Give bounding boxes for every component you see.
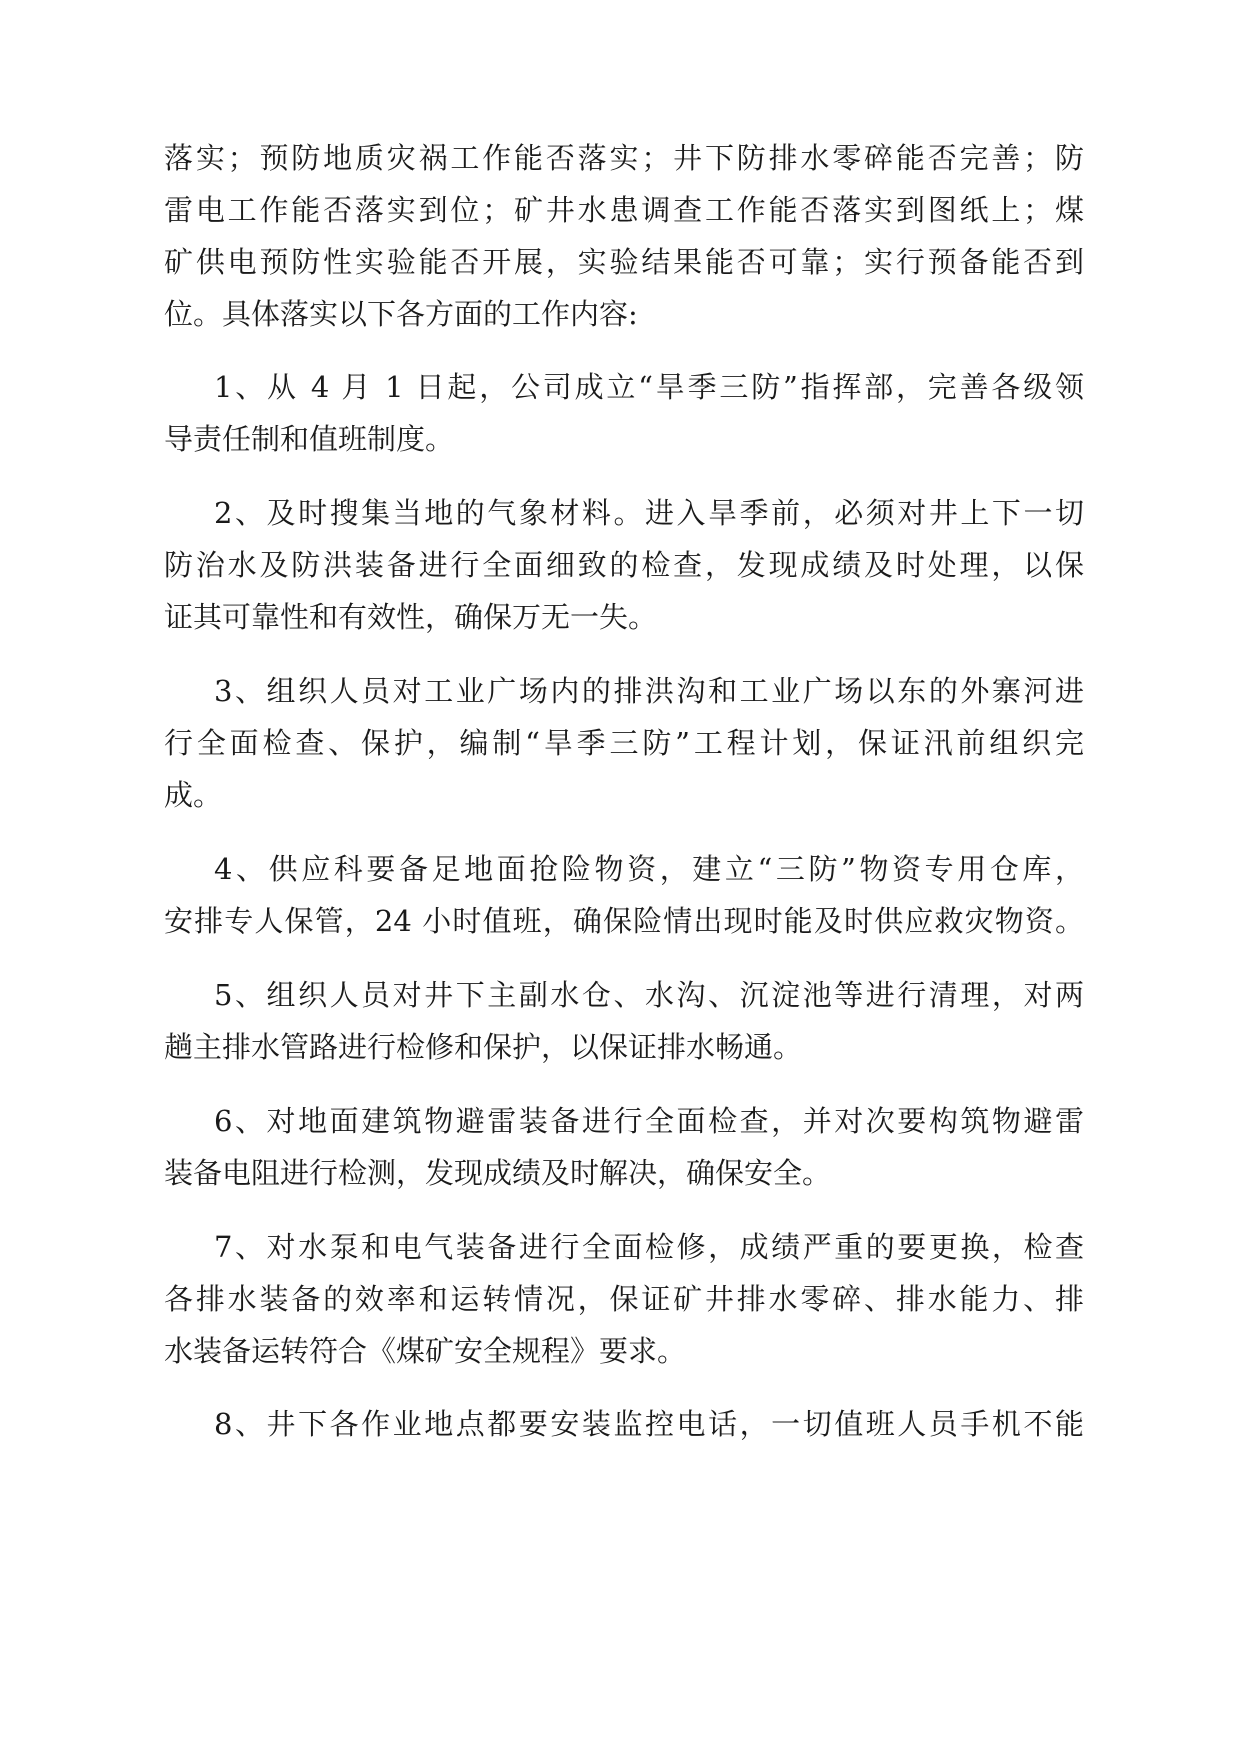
text-line: 雷电工作能否落实到位；矿井水患调查工作能否落实到图纸上；煤: [164, 193, 1084, 227]
text-line: 8、井下各作业地点都要安装监控电话，一切值班人员手机不能: [214, 1407, 1084, 1441]
text-line: 证其可靠性和有效性，确保万无一失。: [164, 600, 658, 634]
text-line: 落实；预防地质灾祸工作能否落实；井下防排水零碎能否完善；防: [164, 141, 1084, 175]
text-line: 安排专人保管，24 小时值班，确保险情出现时能及时供应救灾物资。: [164, 904, 1084, 938]
text-line: 4、供应科要备足地面抢险物资，建立“三防”物资专用仓库，: [214, 852, 1084, 886]
text-line: 3、组织人员对工业广场内的排洪沟和工业广场以东的外寨河进: [214, 674, 1084, 708]
text-line: 矿供电预防性实验能否开展，实验结果能否可靠；实行预备能否到: [164, 245, 1084, 279]
text-line: 成。: [164, 778, 223, 812]
text-line: 装备电阻进行检测，发现成绩及时解决，确保安全。: [164, 1156, 832, 1190]
text-line: 5、组织人员对井下主副水仓、水沟、沉淀池等进行清理，对两: [214, 978, 1084, 1012]
text-line: 行全面检查、保护，编制“旱季三防”工程计划，保证汛前组织完: [164, 726, 1084, 760]
text-line: 防治水及防洪装备进行全面细致的检查，发现成绩及时处理，以保: [164, 548, 1084, 582]
text-line: 趟主排水管路进行检修和保护，以保证排水畅通。: [164, 1030, 803, 1064]
text-line: 7、对水泵和电气装备进行全面检修，成绩严重的要更换，检查: [214, 1230, 1084, 1264]
text-line: 2、及时搜集当地的气象材料。进入旱季前，必须对井上下一切: [214, 496, 1084, 530]
text-line: 位。具体落实以下各方面的工作内容:: [164, 297, 638, 331]
text-line: 水装备运转符合《煤矿安全规程》要求。: [164, 1334, 687, 1368]
text-line: 1、从 4 月 1 日起，公司成立“旱季三防”指挥部，完善各级领: [214, 370, 1084, 404]
text-line: 各排水装备的效率和运转情况，保证矿井排水零碎、排水能力、排: [164, 1282, 1084, 1316]
text-line: 导责任制和值班制度。: [164, 422, 455, 456]
text-line: 6、对地面建筑物避雷装备进行全面检查，并对次要构筑物避雷: [214, 1104, 1084, 1138]
